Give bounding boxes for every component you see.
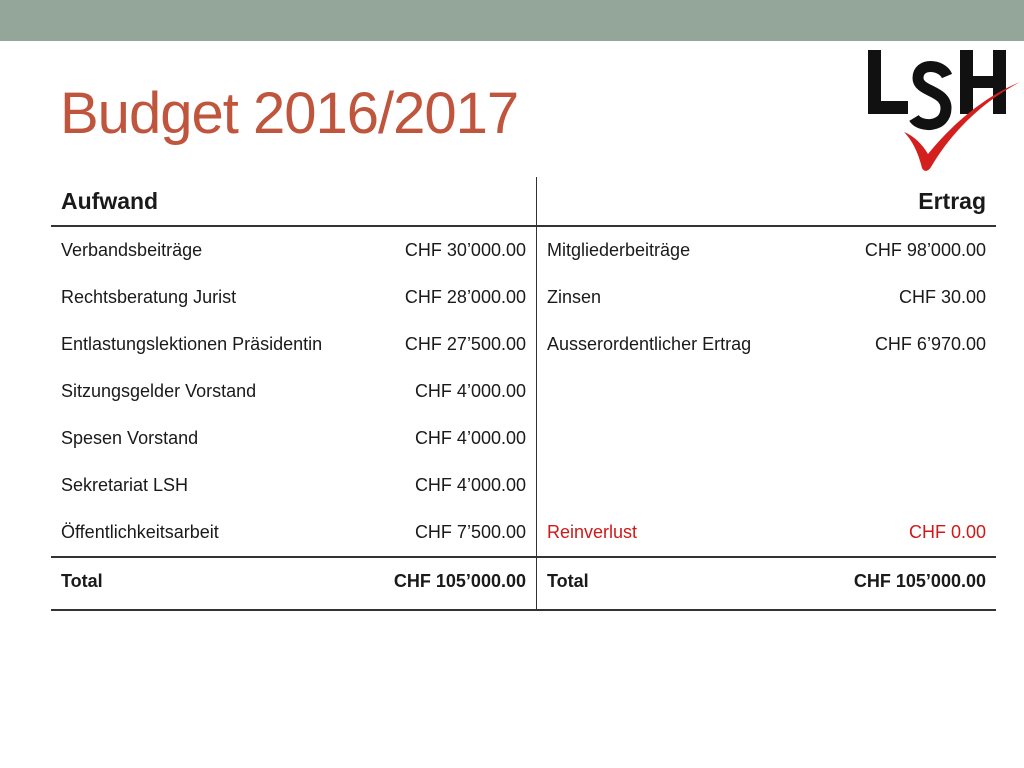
income-amount: CHF 30.00 (898, 287, 986, 307)
table-row (51, 462, 996, 509)
table-row (51, 321, 996, 368)
net-loss-label: Reinverlust (547, 522, 638, 542)
expense-label: Öffentlichkeitsarbeit (61, 522, 219, 542)
expense-label: Verbandsbeiträge (61, 240, 203, 260)
header-income: Ertrag (807, 177, 996, 226)
lsh-logo (862, 46, 1022, 176)
total-row (51, 557, 996, 610)
expense-label: Spesen Vorstand (61, 428, 199, 448)
slide-title: Budget 2016/2017 (60, 81, 519, 146)
income-label (537, 415, 808, 462)
header-expenses-spacer (361, 177, 537, 226)
table-header-row (51, 177, 996, 226)
expense-amount: CHF 4’000.00 (361, 415, 537, 462)
income-label (537, 368, 808, 415)
income-amount (807, 415, 996, 462)
expense-label: Rechtsberatung Jurist (61, 287, 237, 307)
income-amount (807, 462, 996, 509)
income-label (537, 462, 808, 509)
income-label: Ausserordentlicher Ertrag (547, 334, 752, 354)
expense-total-amount: CHF 105’000.00 (361, 557, 537, 610)
income-label: Mitgliederbeiträge (547, 240, 691, 260)
expense-label: Sitzungsgelder Vorstand (61, 381, 257, 401)
income-amount: CHF 6’970.00 (874, 334, 986, 354)
expense-amount: CHF 28’000.00 (361, 274, 537, 321)
table-row (51, 274, 996, 321)
expense-label: Entlastungslektionen Präsidentin (61, 334, 323, 354)
expense-amount: CHF 30’000.00 (361, 226, 537, 274)
table-row (51, 368, 996, 415)
expense-amount: CHF 7’500.00 (361, 509, 537, 557)
table-row (51, 226, 996, 274)
income-amount (807, 368, 996, 415)
expense-label: Sekretariat LSH (61, 475, 189, 495)
expense-amount: CHF 4’000.00 (361, 462, 537, 509)
expense-total-label: Total (51, 557, 361, 610)
income-total-label: Total (537, 557, 808, 610)
net-loss-amount: CHF 0.00 (908, 522, 986, 542)
table-row (51, 509, 996, 557)
expense-amount: CHF 27’500.00 (361, 321, 537, 368)
budget-table (51, 177, 996, 611)
table-row (51, 415, 996, 462)
top-accent-bar (0, 0, 1024, 41)
expense-amount: CHF 4’000.00 (361, 368, 537, 415)
header-expenses: Aufwand (51, 177, 361, 226)
income-amount: CHF 98’000.00 (864, 240, 986, 260)
income-total-amount: CHF 105’000.00 (807, 557, 996, 610)
header-income-spacer (537, 177, 808, 226)
income-label: Zinsen (547, 287, 602, 307)
